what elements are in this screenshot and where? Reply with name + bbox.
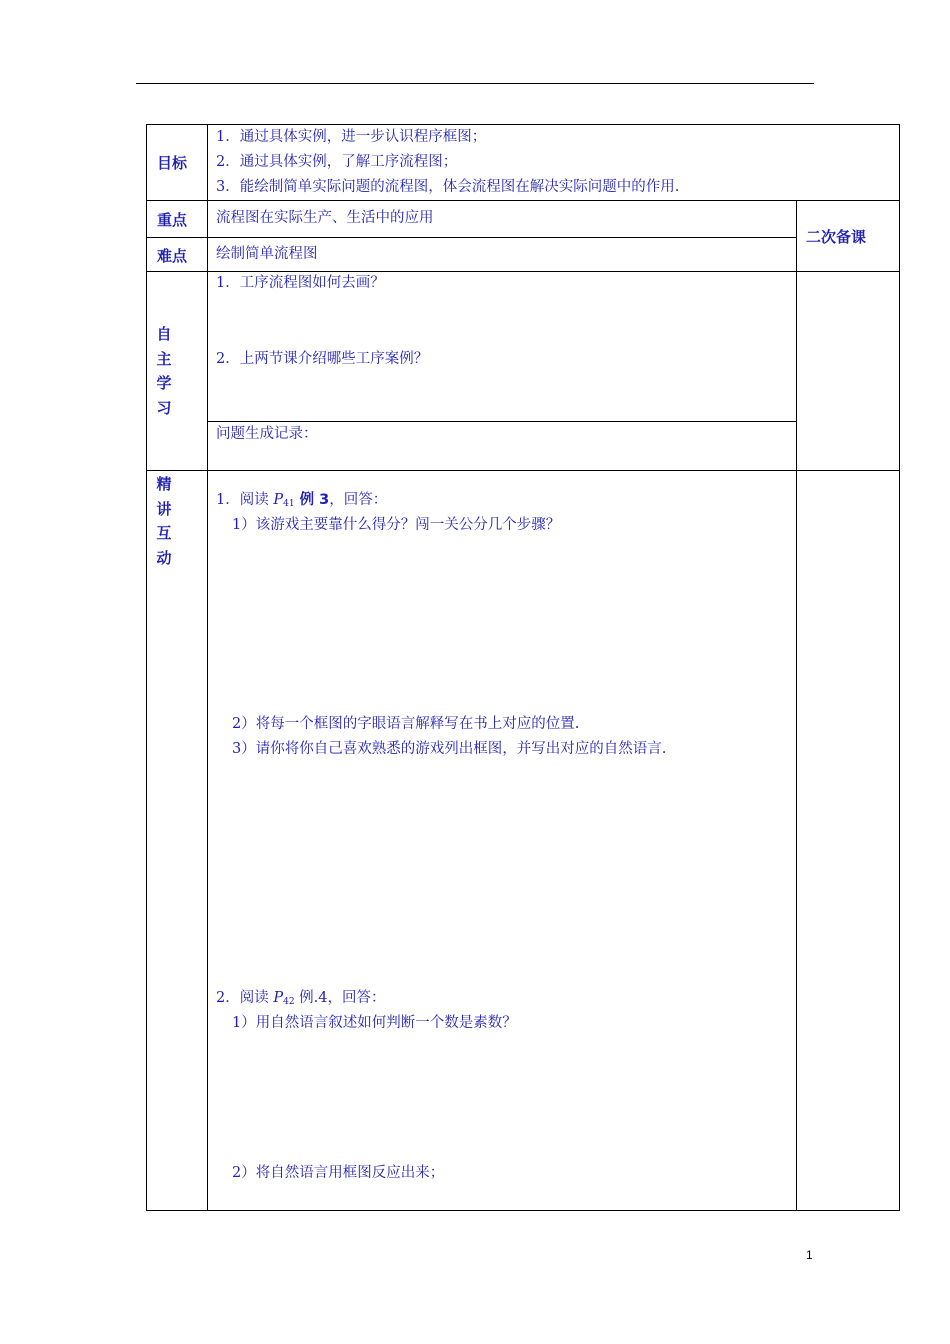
example-1-heading [216, 490, 387, 514]
key-label: 重点 [157, 211, 188, 229]
difficulty-label: 难点 [157, 247, 188, 265]
example-1-question-3: 3）请你将你自己喜欢熟悉的游戏列出框图，并写出对应的自然语言. [232, 741, 667, 757]
example-1-page-letter: P [273, 492, 284, 508]
interaction-label: 精讲互动 [156, 475, 172, 567]
row-divider-key [146, 237, 796, 238]
key-text: 流程图在实际生产、生活中的应用 [216, 210, 434, 226]
example-2-question-1: 1）用自然语言叙述如何判断一个数是素数？ [232, 1015, 517, 1031]
example-2-page-letter: P [273, 990, 284, 1006]
self-study-item-2: 2．上两节课介绍哪些工序案例？ [216, 351, 429, 367]
difficulty-text: 绘制简单流程图 [216, 246, 318, 262]
example-2-heading [216, 988, 386, 1012]
page-number: 1 [806, 1248, 813, 1262]
self-study-label: 自主学习 [156, 325, 172, 417]
example-1-suffix: ，回答： [329, 492, 388, 508]
example-1-page-sub: 41 [283, 499, 295, 509]
second-prep-label: 二次备课 [806, 228, 867, 246]
example-1-prefix: 1．阅读 [216, 492, 274, 508]
question-record: 问题生成记录： [216, 426, 318, 442]
goal-item-1: 1．通过具体实例，进一步认识程序框图； [216, 129, 487, 145]
goal-label: 目标 [157, 154, 188, 172]
self-study-item-1: 1．工序流程图如何去画？ [216, 275, 385, 291]
example-2-question-2: 2）将自然语言用框图反应出来； [232, 1165, 445, 1181]
goal-item-3: 3．能绘制简单实际问题的流程图，体会流程图在解决实际问题中的作用. [216, 179, 680, 195]
goal-item-2: 2．通过具体实例，了解工序流程图； [216, 154, 458, 170]
row-divider-self-study [146, 470, 900, 471]
header-rule [136, 83, 814, 84]
row-divider-difficulty [146, 271, 900, 272]
col-divider-left [207, 124, 208, 1211]
example-2-suffix: 例.4，回答： [294, 990, 386, 1006]
col-divider-right [796, 200, 797, 1211]
example-1-question-1: 1）该游戏主要靠什么得分？闯一关公分几个步骤？ [232, 517, 561, 533]
example-1-question-2: 2）将每一个框图的字眼语言解释写在书上对应的位置. [232, 716, 580, 732]
example-2-prefix: 2．阅读 [216, 990, 274, 1006]
example-2-page-sub: 42 [283, 997, 295, 1007]
row-divider-record [207, 421, 796, 422]
example-1-ref: 例 3 [294, 492, 330, 508]
row-divider-goal [146, 200, 900, 201]
